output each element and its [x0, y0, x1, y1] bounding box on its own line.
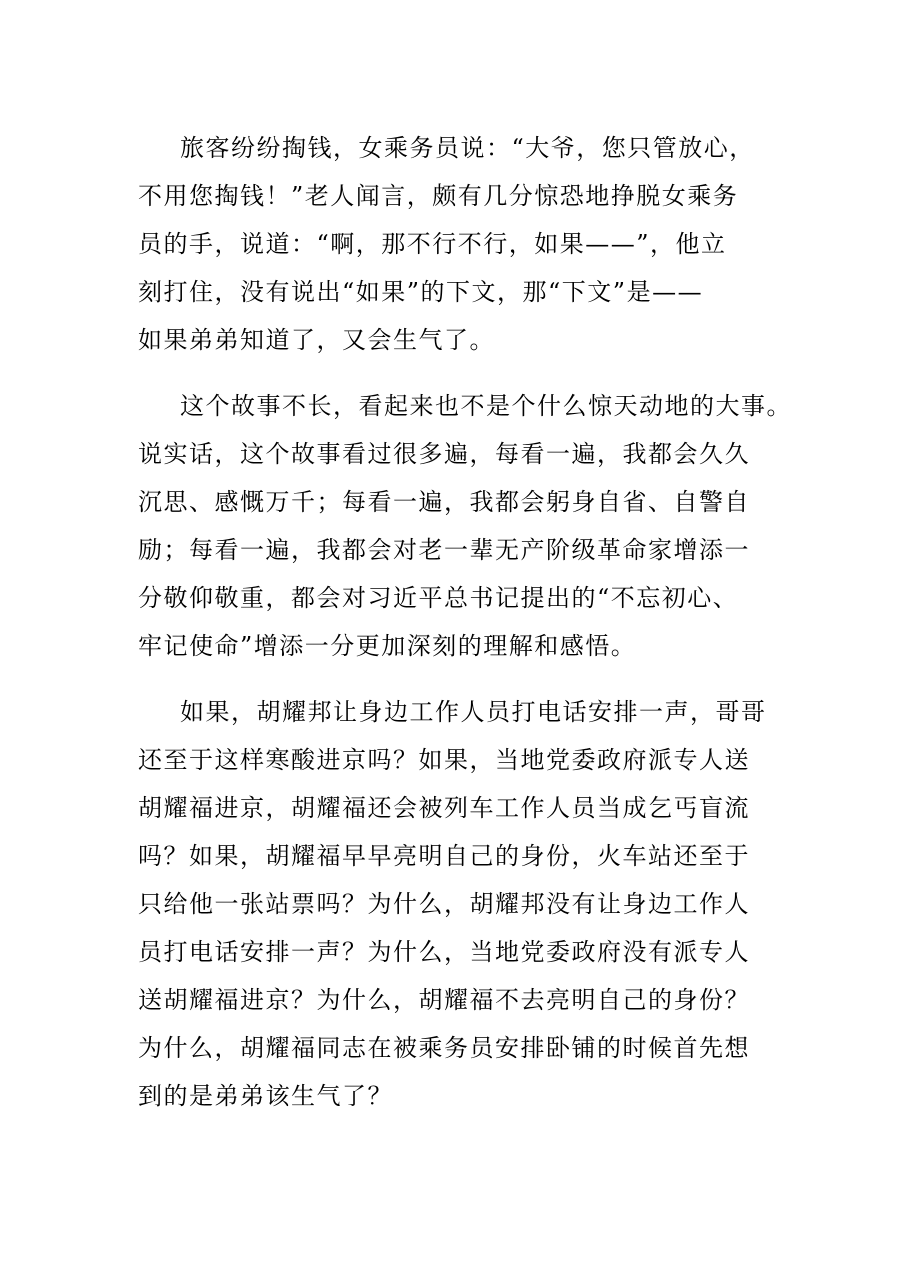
text-line: 到的是弟弟该生气了？	[138, 1082, 393, 1110]
text-line: 员打电话安排一声？为什么，当地党委政府没有派专人	[138, 938, 750, 966]
text-line: 牢记使命”增添一分更加深刻的理解和感悟。	[138, 632, 637, 660]
text-line: 如果，胡耀邦让身边工作人员打电话安排一声，哥哥	[180, 698, 767, 726]
text-line: 不用您掏钱！”老人闻言，颇有几分惊恐地挣脱女乘务	[138, 182, 739, 210]
text-line: 吗？如果，胡耀福早早亮明自己的身份，火车站还至于	[138, 842, 750, 870]
text-line: 刻打住，没有说出“如果”的下文，那“下文”是——	[138, 278, 704, 306]
text-line: 励；每看一遍，我都会对老一辈无产阶级革命家增添一	[138, 536, 750, 564]
text-line: 还至于这样寒酸进京吗？如果，当地党委政府派专人送	[138, 746, 750, 774]
text-line: 送胡耀福进京？为什么，胡耀福不去亮明自己的身份？	[138, 986, 750, 1014]
text-line: 沉思、感慨万千；每看一遍，我都会躬身自省、自警自	[138, 488, 750, 516]
text-line: 胡耀福进京，胡耀福还会被列车工作人员当成乞丐盲流	[138, 794, 750, 822]
text-line: 为什么，胡耀福同志在被乘务员安排卧铺的时候首先想	[138, 1034, 750, 1062]
text-line: 这个故事不长，看起来也不是个什么惊天动地的大事。	[180, 392, 792, 420]
paragraph-2	[138, 382, 792, 670]
text-line: 分敬仰敬重，都会对习近平总书记提出的“不忘初心、	[138, 584, 739, 612]
document-body	[138, 124, 792, 1138]
text-line: 员的手，说道：“啊，那不行不行，如果——”，他立	[138, 230, 727, 258]
text-line: 如果弟弟知道了，又会生气了。	[138, 326, 495, 354]
paragraph-3	[138, 688, 778, 1120]
text-line: 旅客纷纷掏钱，女乘务员说：“大爷，您只管放心，	[180, 134, 755, 162]
paragraph-1	[138, 124, 778, 364]
text-line: 只给他一张站票吗？为什么，胡耀邦没有让身边工作人	[138, 890, 750, 918]
text-line: 说实话，这个故事看过很多遍，每看一遍，我都会久久	[138, 440, 750, 468]
